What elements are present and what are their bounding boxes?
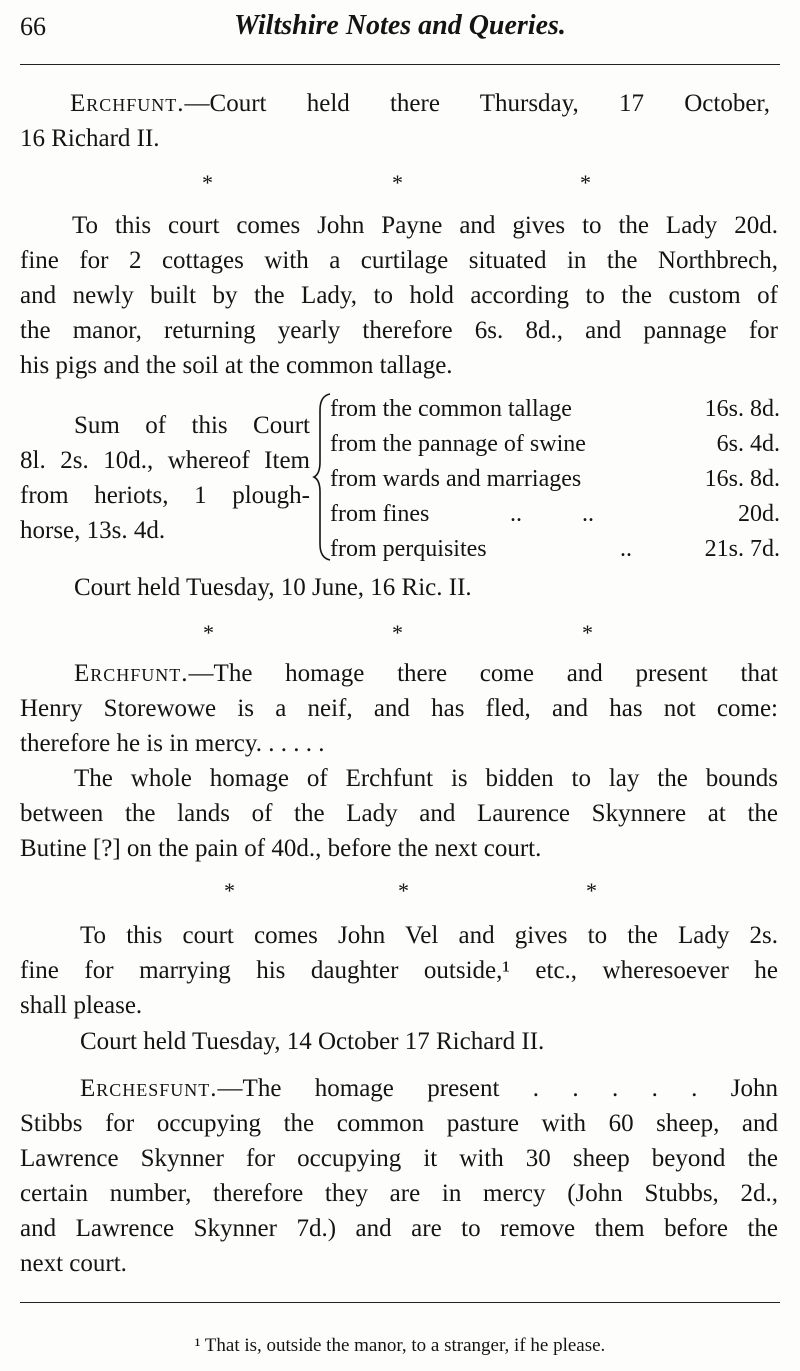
star: * [392,620,403,645]
star: * [586,878,597,903]
text-line: Lawrence Skynner for occupying it with 30 sheep beyond the [20,1145,778,1172]
footnote-rule [20,1302,780,1303]
star: * [224,878,235,903]
sum-item-label: from wards and marriages [330,466,582,492]
sum-item-amount: 16s. 8d. [704,396,780,422]
text-line: Stibbs for occupying the common pasture with 60 sheep, and [20,1110,778,1137]
text-line: and Lawrence Skynner 7d.) and are to remove them before the [20,1215,778,1242]
star: * [203,620,214,645]
star: * [398,878,409,903]
text-line: certain number, therefore they are in mercy (John Stubbs, 2d., [20,1180,778,1207]
text-line: The whole homage of Erchfunt is bidden to lay the bounds [74,765,778,792]
section-heading: Erchfunt. [70,90,185,117]
text-line: and newly built by the Lady, to hold according to the custom of [20,282,778,309]
sum-item-amount: 21s. 7d. [704,536,780,562]
text-line: To this court comes John Vel and gives to the Lady 2s. [80,922,778,949]
sum-item-label: from the pannage of swine [330,431,586,457]
section-heading-line: Erchesfunt.—The homage present . . . . . John [80,1075,778,1102]
court-date-line: Court held Tuesday, 14 October 17 Richard II. [80,1028,545,1055]
court-date-line: Court held Tuesday, 10 June, 16 Ric. II. [74,574,472,601]
text-line: his pigs and the soil at the common tallage. [20,352,453,379]
text-line: therefore he is in mercy. . . . . . [20,730,325,757]
star: * [392,170,403,195]
sum-item-label: from the common tallage [330,396,572,422]
section-heading: Erchesfunt. [80,1075,218,1102]
page-number: 66 [20,12,46,41]
text-line: shall please. [20,992,143,1019]
text-line: Henry Storewowe is a neif, and has fled, and has not come: [20,695,778,722]
text-line: To this court comes John Payne and gives to the Lady 20d. [72,212,778,239]
sum-item-label: from perquisites [330,536,487,562]
section-heading-line: Erchfunt.—The homage there come and present that [74,660,778,687]
leader-dots: .. .. [510,501,594,527]
section-heading-line: Erchfunt.—Court held there Thursday, 17 October, [70,90,770,117]
sum-item-amount: 16s. 8d. [704,466,780,492]
sum-text: from heriots, 1 plough- [20,482,310,509]
text-line: between the lands of the Lady and Laurence Skynnere at the [20,800,778,827]
sum-item-label: from fines [330,501,430,527]
sum-text: horse, 13s. 4d. [20,517,166,544]
section-heading: Erchfunt. [74,660,189,687]
text-line: Butine [?] on the pain of 40d., before the next court. [20,835,542,862]
leader-dots: .. [620,536,632,562]
header-rule [20,64,780,65]
text-line: the manor, returning yearly therefore 6s. 8d., and pannage for [20,317,778,344]
star: * [582,620,593,645]
footnote: ¹ That is, outside the manor, to a stranger, if he please. [194,1335,606,1356]
sum-item-amount: 20d. [738,501,780,527]
star: * [580,170,591,195]
running-title: Wiltshire Notes and Queries. [234,10,566,41]
sum-text: 8l. 2s. 10d., whereof Item [20,447,310,474]
text-line: fine for 2 cottages with a curtilage situated in the Northbrech, [20,247,778,274]
text-line: next court. [20,1250,127,1277]
text-line: 16 Richard II. [20,125,160,152]
sum-item-amount: 6s. 4d. [716,431,780,457]
sum-text: Sum of this Court [74,412,310,439]
text-line: fine for marrying his daughter outside,¹ etc., wheresoever he [20,957,778,984]
star: * [202,170,213,195]
